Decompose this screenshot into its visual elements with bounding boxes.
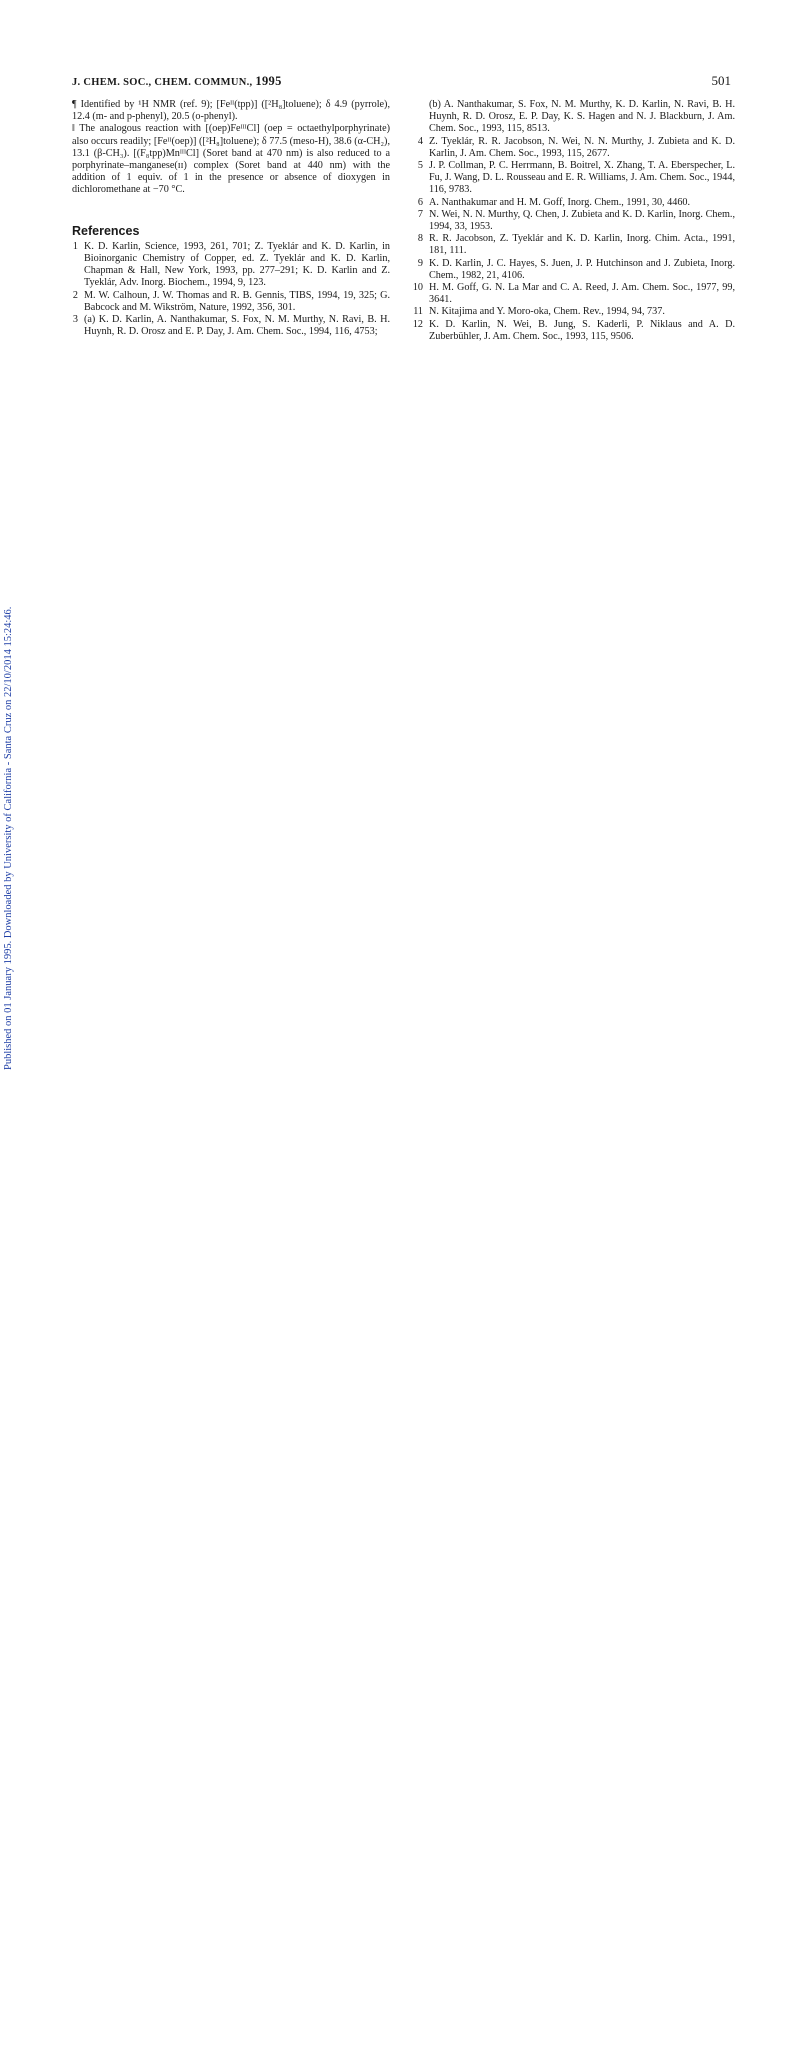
reference-item <box>72 241 390 290</box>
reference-number: 5 <box>417 160 423 172</box>
reference-item <box>412 282 735 306</box>
reference-item <box>412 318 735 343</box>
reference-text: K. D. Karlin, J. C. Hayes, S. Juen, J. P. Hutchinson and J. Zubieta, Inorg. Chem., 1982, 21, 4106. <box>429 257 735 281</box>
reference-number: 7 <box>417 208 423 220</box>
reference-item <box>417 197 735 209</box>
footnote: ¶ Identified by ¹H NMR (ref. 9); [Feᴵᴵ(tpp)] ([²H₈]toluene); δ 4.9 (pyrrole), 12.4 (m- and p-phenyl), 20.5 (o-phenyl). <box>72 99 390 123</box>
reference-item <box>417 160 735 197</box>
reference-number: 8 <box>417 233 423 245</box>
page-header <box>72 74 731 92</box>
reference-number: 9 <box>417 257 423 269</box>
reference-item <box>417 233 735 257</box>
reference-item <box>417 258 735 282</box>
reference-number: 3 <box>72 314 78 326</box>
journal-running-head <box>72 74 282 89</box>
reference-number: 6 <box>417 196 423 208</box>
reference-text: M. W. Calhoun, J. W. Thomas and R. B. Gennis, TIBS, 1994, 19, 325; G. Babcock and M. Wikström, Nature, 1992, 356, 301. <box>84 289 390 313</box>
reference-item <box>413 306 735 318</box>
reference-number: 4 <box>417 135 423 147</box>
left-column <box>72 99 390 338</box>
reference-text: (a) K. D. Karlin, A. Nanthakumar, S. Fox, N. M. Murthy, N. Ravi, B. H. Huynh, R. D. Orosz and E. P. Day, J. Am. Chem. Soc., 1994, 116, 4753; <box>84 314 390 338</box>
reference-item <box>417 136 735 160</box>
reference-text: R. R. Jacobson, Z. Tyeklár and K. D. Karlin, Inorg. Chim. Acta., 1991, 181, 111. <box>429 233 735 257</box>
references-heading: References <box>72 223 140 238</box>
download-watermark: Published on 01 January 1995. Downloaded by University of California - Santa Cruz on 22/10/2014 15:24:46. <box>3 606 14 1070</box>
reference-text: N. Kitajima and Y. Moro-oka, Chem. Rev., 1994, 94, 737. <box>429 306 665 318</box>
reference-text: A. Nanthakumar and H. M. Goff, Inorg. Chem., 1991, 30, 4460. <box>429 196 691 208</box>
reference-text: K. D. Karlin, N. Wei, B. Jung, S. Kaderli, P. Niklaus and A. D. Zuberbühler, J. Am. Chem. Soc., 1993, 115, 9506. <box>429 318 735 342</box>
reference-item <box>417 209 735 233</box>
reference-text: J. P. Collman, P. C. Herrmann, B. Boitrel, X. Zhang, T. A. Eberspecher, L. Fu, J. Wang, D. L. Rousseau and E. R. Williams, J. Am. Chem. Soc., 1944, 116, 9783. <box>429 160 735 196</box>
page-number: 501 <box>711 73 731 88</box>
reference-text: N. Wei, N. N. Murthy, Q. Chen, J. Zubieta and K. D. Karlin, Inorg. Chem., 1994, 33, 1953. <box>429 208 735 233</box>
reference-text: Z. Tyeklár, R. R. Jacobson, N. Wei, N. N. Murthy, J. Zubieta and K. D. Karlin, J. Am. Chem. Soc., 1993, 115, 2677. <box>429 135 735 159</box>
journal-name: J. CHEM. SOC., CHEM. COMMUN., <box>72 77 253 88</box>
reference-number: 10 <box>412 282 423 294</box>
reference-continuation: (b) A. Nanthakumar, S. Fox, N. M. Murthy, K. D. Karlin, N. Ravi, B. H. Huynh, R. D. Orosz, E. P. Day, K. S. Hagen and N. J. Blackburn, J. Am. Chem. Soc., 1993, 115, 8513. <box>429 99 735 135</box>
right-column <box>412 99 735 343</box>
reference-list-right <box>412 135 735 343</box>
download-watermark-container <box>3 606 17 2070</box>
reference-item <box>72 314 390 338</box>
footnote: ‖ The analogous reaction with [(oep)FeᴵᴵᴵCl] (oep = octaethylporphyrinate) also occurs readily; [Feᴵᴵ(oep)] ([²H₈]toluene); δ 77.5 (meso-H), 38.6 (α-CH₂), 13.1 (β-CH₃). [(F₈tpp)MnᴵᴵᴵCl] (Soret band at 470 nm) is also reduced to a porphyrinate–manganese(ɪɪ) complex (Soret band at 440 nm) with the addition of 1 equiv. of 1 in the presence or absence of dioxygen in dichloromethane at −70 °C. <box>72 123 390 196</box>
reference-number: 12 <box>412 318 423 330</box>
reference-text: K. D. Karlin, Science, 1993, 261, 701; Z. Tyeklár and K. D. Karlin, in Bioinorganic Chemistry of Copper, ed. Z. Tyeklár and K. D. Karlin, Chapman & Hall, New York, 1993, pp. 277–291; K. D. Karlin and Z. Tyeklár, Adv. Inorg. Biochem., 1994, 9, 123. <box>84 240 390 289</box>
reference-number: 11 <box>413 306 423 318</box>
reference-number: 1 <box>72 240 78 252</box>
reference-text: H. M. Goff, G. N. La Mar and C. A. Reed, J. Am. Chem. Soc., 1977, 99, 3641. <box>429 282 735 306</box>
reference-number: 2 <box>72 289 78 301</box>
reference-list-left <box>72 241 390 339</box>
journal-year: 1995 <box>255 74 282 88</box>
reference-item <box>72 290 390 314</box>
